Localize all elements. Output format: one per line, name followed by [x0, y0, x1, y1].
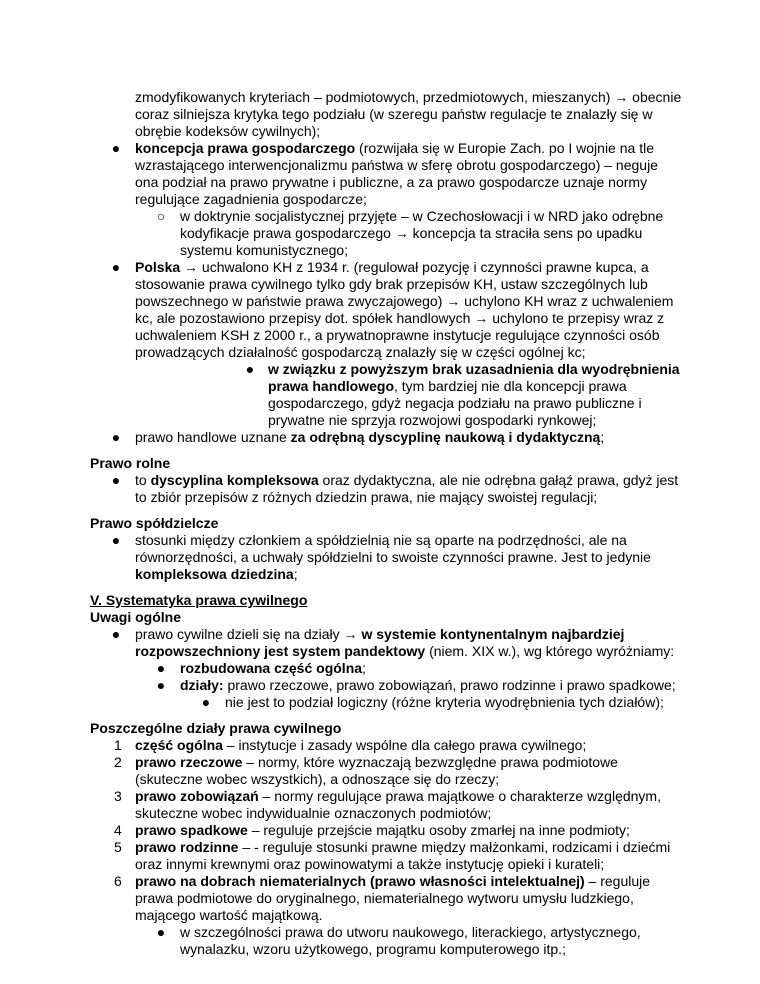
section-heading: Prawo rolne	[90, 455, 171, 471]
text-line: coraz silniejsza krytyka tego podziału (w szeregu państw regulacje te znalazły się w	[135, 106, 653, 122]
text-line: (skuteczne wobec wszystkich), a odnoszące się do rzeczy;	[135, 771, 500, 787]
list-item: Polska → uchwalono KH z 1934 r. (regulował pozycję i czynności prawne kupca, a	[135, 259, 649, 275]
list-number: 3	[114, 788, 122, 804]
text-line: kodyfikacje prawa gospodarczego → koncepcja ta straciła sens po upadku	[180, 225, 643, 241]
list-item: prawo zobowiązań – normy regulujące prawa majątkowe o charakterze względnym,	[135, 788, 661, 804]
list-item: koncepcja prawa gospodarczego (rozwijała się w Europie Zach. po I wojnie na tle	[135, 140, 654, 156]
list-number: 1	[114, 737, 122, 753]
section-heading: Poszczególne działy prawa cywilnego	[90, 720, 342, 736]
text-line: powszechnego w państwie prawa zwyczajowego) → uchylono KH wraz z uchwaleniem	[135, 293, 674, 309]
text-line: stosunki między członkiem a spółdzielnią nie są oparte na podrzędności, ale na	[135, 532, 627, 548]
list-item: prawo spadkowe – reguluje przejście majątku osoby zmarłej na inne podmioty;	[135, 822, 630, 838]
list-item: nie jest to podział logiczny (różne kryteria wyodrębnienia tych działów);	[225, 694, 664, 710]
text-line: skuteczne wobec indywidualnie oznaczonych podmiotów;	[135, 805, 492, 821]
list-number: 5	[114, 839, 122, 855]
text-line: wynalazku, wzoru użytkowego, programu komputerowego itp.;	[180, 941, 566, 957]
text-line: rozpowszechniony jest system pandektowy (niem. XIX w.), wg którego wyróżniamy:	[135, 643, 675, 659]
text-line: zmodyfikowanych kryteriach – podmiotowych, przedmiotowych, mieszanych) → obecnie	[135, 89, 682, 105]
bullet-icon: ●	[156, 924, 166, 940]
bullet-icon: ●	[111, 532, 121, 548]
list-item: prawo rzeczowe – normy, które wyznaczają bezwzględne prawa podmiotowe	[135, 754, 618, 770]
bullet-icon: ●	[111, 140, 121, 156]
list-item: prawo cywilne dzieli się na działy → w systemie kontynentalnym najbardziej	[135, 626, 625, 642]
text-line: prywatne nie sprzyja rozwojowi gospodarki rynkowej;	[268, 412, 597, 428]
text-line: prawa handlowego, tym bardziej nie dla koncepcji prawa	[268, 378, 627, 394]
section-title: V. Systematyka prawa cywilnego	[90, 592, 308, 608]
text-line: w szczególności prawa do utworu naukowego, literackiego, artystycznego,	[180, 924, 641, 940]
text-line: to zbiór przepisów z różnych dziedzin prawa, nie mający swoistej regulacji;	[135, 489, 598, 505]
text-line: równorzędności, a uchwały spółdzielni to swoiste czynności prawne. Jest to jedynie	[135, 549, 651, 565]
bullet-icon: ●	[111, 626, 121, 642]
text-line: uchwaleniem KSH z 2000 r., a prywatnoprawne instytucje regulujące czynności osób	[135, 327, 660, 343]
bullet-icon: ●	[111, 472, 121, 488]
bullet-icon: ●	[201, 694, 211, 710]
text-line: wzrastającego interwencjonalizmu państwa w sferę obrotu gospodarczego) – neguje	[135, 157, 658, 173]
text-line: mającego wartość majątkową.	[135, 907, 323, 923]
list-item: rozbudowana część ogólna;	[180, 660, 366, 676]
text-line: w związku z powyższym brak uzasadnienia dla wyodrębnienia	[268, 361, 680, 377]
text-line: obrębie kodeksów cywilnych);	[135, 123, 321, 139]
text-line: prowadzących działalność gospodarczą znalazły się w części ogólnej kc;	[135, 344, 586, 360]
list-item: prawo rodzinne – - reguluje stosunki prawne między małżonkami, rodzicami i dziećmi	[135, 839, 671, 855]
text-line: kc, ale pozostawiono przepisy dot. spółek handlowych → uchylono te przepisy wraz z	[135, 310, 665, 326]
list-item: to dyscyplina kompleksowa oraz dydaktyczna, ale nie odrębna gałąź prawa, gdyż jest	[135, 472, 679, 488]
text-line: oraz innymi krewnymi oraz powinowatymi a także instytucję opieki i kurateli;	[135, 856, 605, 872]
circle-bullet-icon: ○	[156, 208, 166, 224]
list-number: 4	[114, 822, 122, 838]
list-item: część ogólna – instytucje i zasady wspólne dla całego prawa cywilnego;	[135, 737, 587, 753]
bullet-icon: ●	[156, 677, 166, 693]
list-item: prawo na dobrach niematerialnych (prawo własności intelektualnej) – reguluje	[135, 873, 651, 889]
text-line: prawa podmiotowe do oryginalnego, niematerialnego wytworu umysłu ludzkiego,	[135, 890, 634, 906]
text-line: kompleksowa dziedzina;	[135, 566, 298, 582]
section-heading: Uwagi ogólne	[90, 609, 181, 625]
bullet-icon: ●	[111, 429, 121, 445]
bullet-icon: ●	[245, 361, 255, 377]
text-line: ona podział na prawo prywatne i publiczne, a za prawo gospodarcze uznaje normy	[135, 174, 648, 190]
text-line: stosowanie prawa cywilnego tylko gdy brak przepisów KH, ustaw szczególnych lub	[135, 276, 648, 292]
text-line: regulujące zagadnienia gospodarcze;	[135, 191, 367, 207]
text-line: gospodarczego, gdyż negacja podziału na prawo publiczne i	[268, 395, 642, 411]
list-item: prawo handlowe uznane za odrębną dyscyplinę naukową i dydaktyczną;	[135, 429, 605, 445]
bullet-icon: ●	[156, 660, 166, 676]
section-heading: Prawo spółdzielcze	[90, 515, 219, 531]
text-line: systemu komunistycznego;	[180, 242, 349, 258]
list-number: 6	[114, 873, 122, 889]
list-item: działy: prawo rzeczowe, prawo zobowiązań, prawo rodzinne i prawo spadkowe;	[180, 677, 676, 693]
list-number: 2	[114, 754, 122, 770]
bullet-icon: ●	[111, 259, 121, 275]
text-line: w doktrynie socjalistycznej przyjęte – w Czechosłowacji i w NRD jako odrębne	[180, 208, 664, 224]
